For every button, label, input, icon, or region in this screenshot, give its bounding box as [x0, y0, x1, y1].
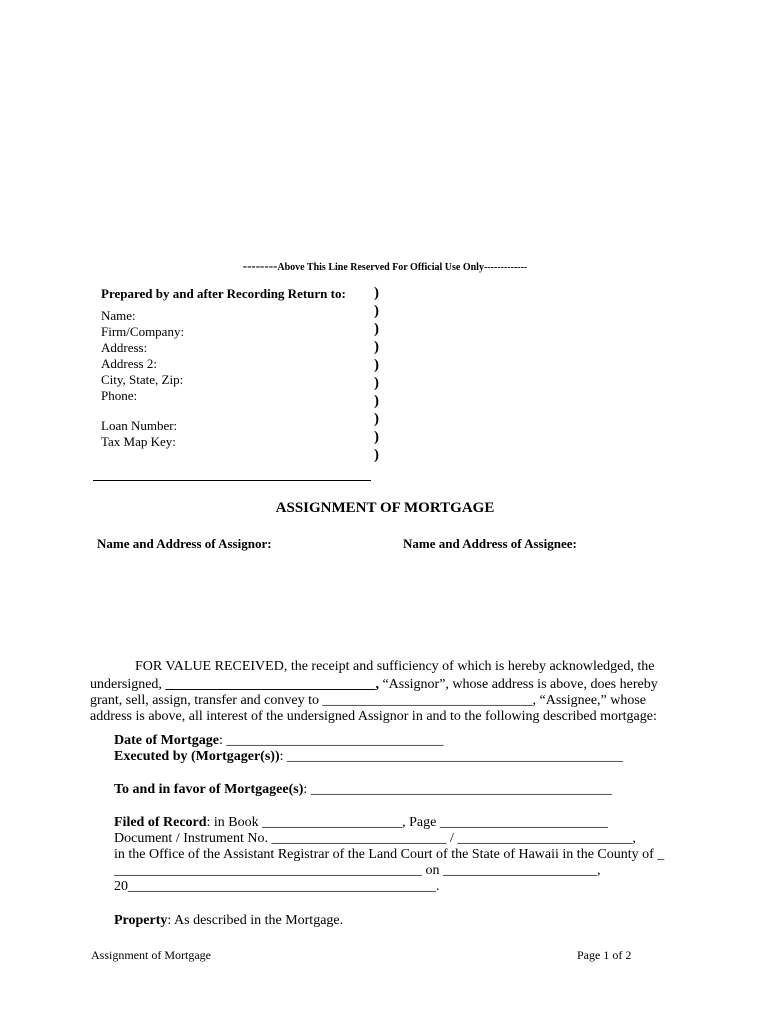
- assignee-heading: Name and Address of Assignee:: [403, 536, 577, 551]
- executed-label: Executed by (Mortgager(s)): [114, 749, 280, 764]
- registrar-office-line: in the Office of the Assistant Registrar of the Land Court of the State of Hawaii in the County of _: [114, 847, 665, 862]
- county-on-line: ____________________________________________ on ______________________,: [114, 863, 601, 878]
- assignor-blank: ______________________________,: [165, 677, 379, 692]
- prepared-by-rule: [93, 480, 371, 481]
- assignor-heading: Name and Address of Assignor:: [97, 536, 272, 551]
- property-text: : As described in the Mortgage.: [167, 913, 344, 928]
- bracket-paren: ): [374, 303, 379, 319]
- bracket-paren: ): [374, 321, 379, 337]
- field-firm: Firm/Company:: [101, 324, 185, 339]
- bracket-paren: ): [374, 429, 379, 445]
- field-address2: Address 2:: [101, 356, 157, 371]
- body-line-3: grant, sell, assign, transfer and convey to ______________________________, “Assignee,” whose: [90, 693, 647, 708]
- executed-by: [114, 749, 623, 765]
- field-phone: Phone:: [101, 388, 138, 403]
- reserved-text: Above This Line Reserved For Official Use Only: [277, 262, 484, 273]
- bracket-paren: ): [374, 375, 379, 391]
- body-line-4: address is above, all interest of the undersigned Assignor in and to the following described mortgage:: [90, 709, 657, 724]
- filed-of-record: [114, 815, 608, 831]
- bracket-paren: ): [374, 393, 379, 409]
- bracket-paren: ): [374, 357, 379, 373]
- field-loan-number: Loan Number:: [101, 418, 178, 433]
- body-line-2a: undersigned,: [90, 677, 166, 692]
- year-line: 20____________________________________________.: [114, 879, 440, 894]
- body-line-1: FOR VALUE RECEIVED, the receipt and sufficiency of which is hereby acknowledged, the: [135, 659, 655, 674]
- date-blank: : _______________________________: [218, 733, 444, 748]
- reserved-lead-dashes: --------: [242, 258, 278, 273]
- prepared-by-title: Prepared by and after Recording Return to:: [101, 286, 346, 301]
- bracket-paren: ): [374, 285, 379, 301]
- official-use-line: [0, 258, 770, 274]
- field-name: Name:: [101, 308, 136, 323]
- field-city-state-zip: City, State, Zip:: [101, 372, 184, 387]
- in-favor-of: [114, 782, 612, 798]
- body-line-2: [90, 677, 658, 693]
- date-of-mortgage: [114, 733, 443, 749]
- executed-blank: : ________________________________________________: [279, 749, 624, 764]
- reserved-trail-dashes: -------------: [483, 262, 528, 273]
- date-label: Date of Mortgage: [114, 733, 219, 748]
- filed-label: Filed of Record: [114, 815, 207, 830]
- document-instrument-line: Document / Instrument No. _________________________ / _________________________,: [114, 831, 636, 846]
- property-line: [114, 913, 343, 929]
- favor-label: To and in favor of Mortgagee(s): [114, 782, 304, 797]
- field-tax-map-key: Tax Map Key:: [101, 434, 176, 449]
- favor-blank: : ___________________________________________: [303, 782, 612, 797]
- filed-blank: : in Book ____________________, Page ________________________: [206, 815, 608, 830]
- bracket-paren: ): [374, 447, 379, 463]
- footer-page-number: Page 1 of 2: [577, 948, 632, 962]
- property-label: Property: [114, 913, 168, 928]
- bracket-paren: ): [374, 339, 379, 355]
- body-line-2b: “Assignor”, whose address is above, does hereby: [378, 677, 658, 692]
- footer-title: Assignment of Mortgage: [91, 948, 211, 962]
- document-title: ASSIGNMENT OF MORTGAGE: [275, 500, 495, 516]
- bracket-paren: ): [374, 411, 379, 427]
- field-address: Address:: [101, 340, 148, 355]
